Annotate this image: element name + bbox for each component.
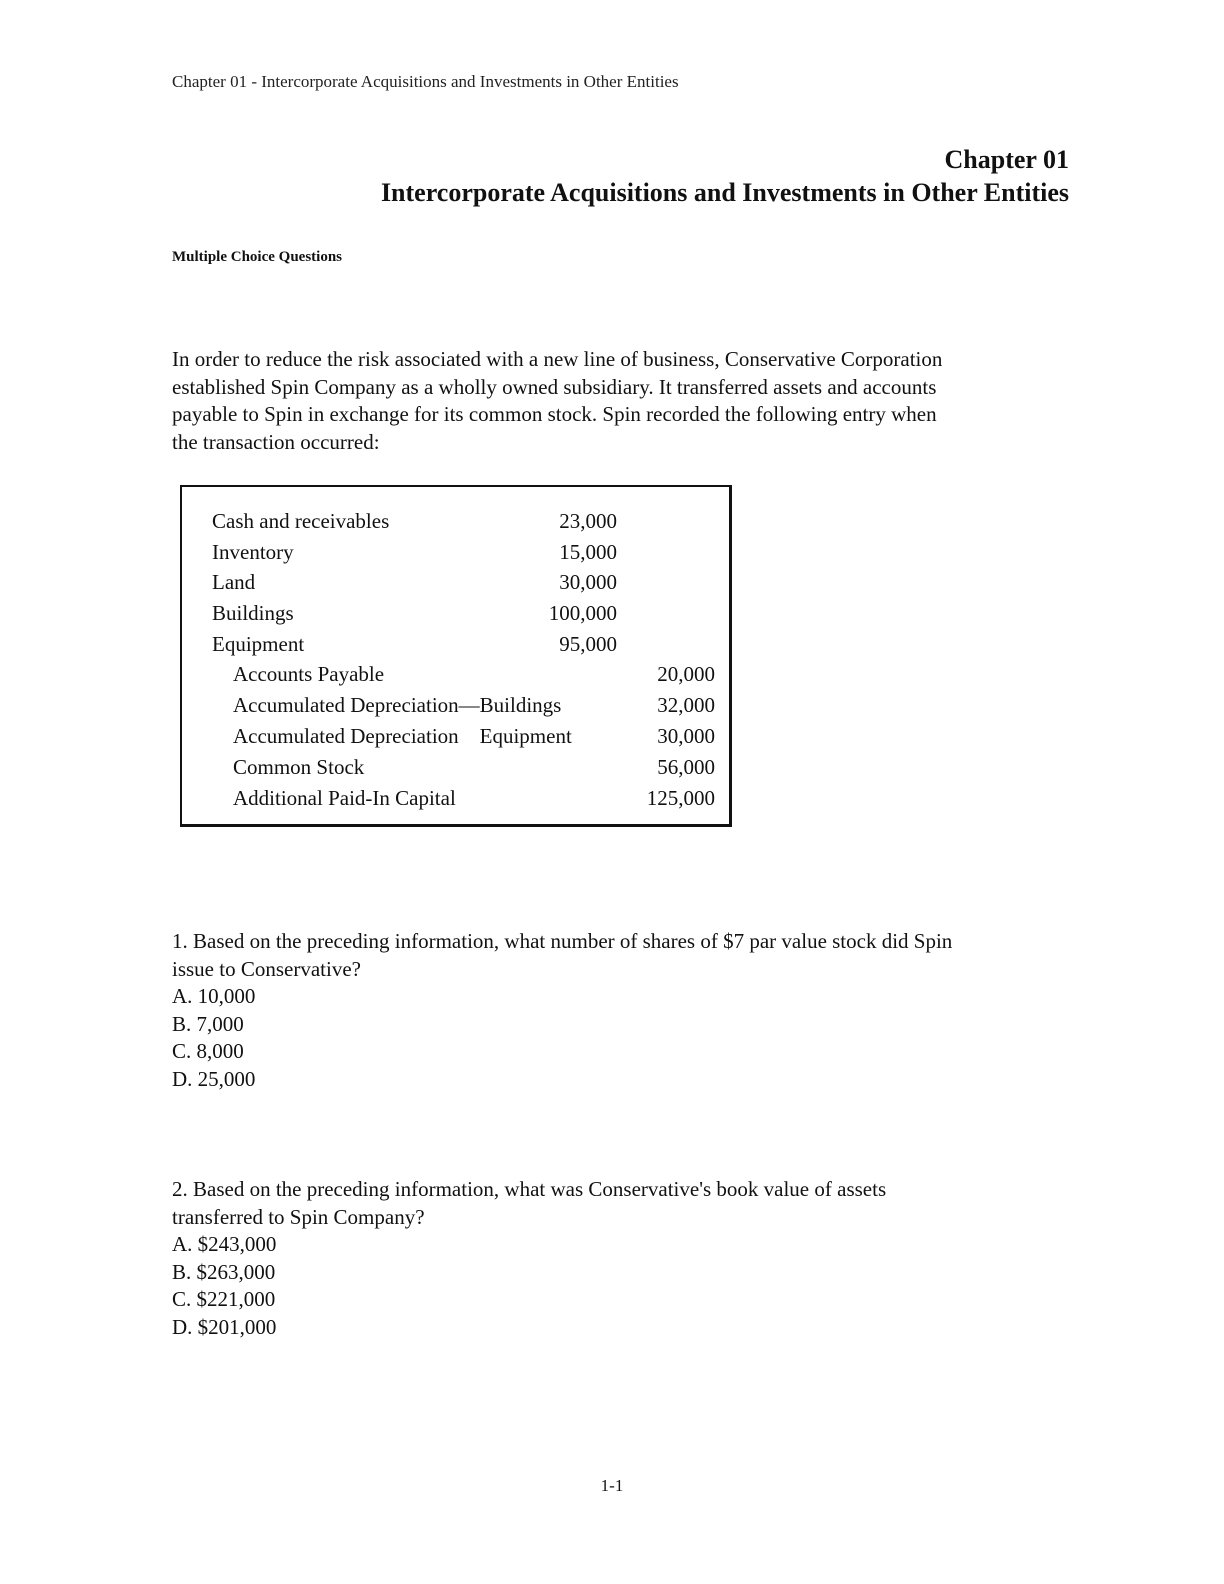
entry-account: Inventory [212, 540, 294, 564]
entry-credit: 30,000 [657, 724, 715, 748]
chapter-title [381, 143, 1069, 209]
answer-option: B. 7,000 [172, 1011, 244, 1036]
intro-line: In order to reduce the risk associated with a new line of business, Conservative Corporation [172, 347, 943, 371]
entry-row [182, 752, 729, 782]
entry-account: Buildings [212, 601, 294, 625]
entry-row [182, 506, 729, 536]
entry-row [182, 537, 729, 567]
answer-option: A. 10,000 [172, 984, 256, 1008]
entry-row [182, 629, 729, 659]
answer-option: D. 25,000 [172, 1066, 256, 1091]
question-stem: 1. Based on the preceding information, what number of shares of $7 par value stock did Spin [172, 929, 953, 953]
entry-credit: 125,000 [646, 786, 715, 810]
entry-row [182, 783, 729, 813]
entry-account: Equipment [212, 632, 305, 656]
question-1 [172, 928, 1072, 1093]
answer-option: B. $263,000 [172, 1259, 276, 1284]
entry-account: Accounts Payable [233, 662, 385, 686]
entry-row [182, 690, 729, 720]
entry-debit: 100,000 [548, 601, 617, 625]
entry-row [182, 567, 729, 597]
answer-option: C. 8,000 [172, 1039, 244, 1063]
running-header: Chapter 01 - Intercorporate Acquisitions and Investments in Other Entities [172, 72, 679, 91]
entry-debit: 30,000 [559, 570, 617, 594]
intro-line: the transaction occurred: [172, 429, 380, 454]
entry-account: Cash and receivables [212, 509, 390, 533]
question-stem: issue to Conservative? [172, 956, 361, 981]
journal-entry-box [180, 485, 732, 827]
entry-debit: 95,000 [559, 632, 617, 656]
entry-row [182, 721, 729, 751]
entry-account: Land [212, 570, 256, 594]
question-stem: 2. Based on the preceding information, what was Conservative's book value of assets [172, 1177, 887, 1201]
answer-option: C. $221,000 [172, 1287, 276, 1311]
answer-option: A. $243,000 [172, 1232, 277, 1256]
chapter-number: Chapter 01 [944, 145, 1069, 174]
entry-account: Additional Paid-In Capital [233, 786, 456, 810]
question-2 [172, 1176, 1072, 1341]
section-heading: Multiple Choice Questions [172, 249, 343, 265]
page-number: 1-1 [600, 1476, 624, 1495]
answer-option: D. $201,000 [172, 1314, 277, 1339]
entry-credit: 32,000 [657, 693, 715, 717]
chapter-name: Intercorporate Acquisitions and Investments in Other Entities [380, 178, 1069, 207]
intro-paragraph [172, 346, 1072, 456]
intro-line: established Spin Company as a wholly owned subsidiary. It transferred assets and accounts [172, 374, 937, 399]
entry-account: Accumulated Depreciation Equipment [233, 724, 572, 748]
question-stem: transferred to Spin Company? [172, 1204, 425, 1229]
entry-credit: 20,000 [657, 662, 715, 686]
entry-row [182, 659, 729, 689]
intro-line: payable to Spin in exchange for its common stock. Spin recorded the following entry when [172, 402, 937, 426]
entry-account: Accumulated Depreciation—Buildings [233, 693, 562, 717]
entry-credit: 56,000 [657, 755, 715, 779]
entry-account: Common Stock [233, 755, 365, 779]
entry-debit: 23,000 [559, 509, 617, 533]
entry-debit: 15,000 [559, 540, 617, 564]
entry-row [182, 598, 729, 628]
